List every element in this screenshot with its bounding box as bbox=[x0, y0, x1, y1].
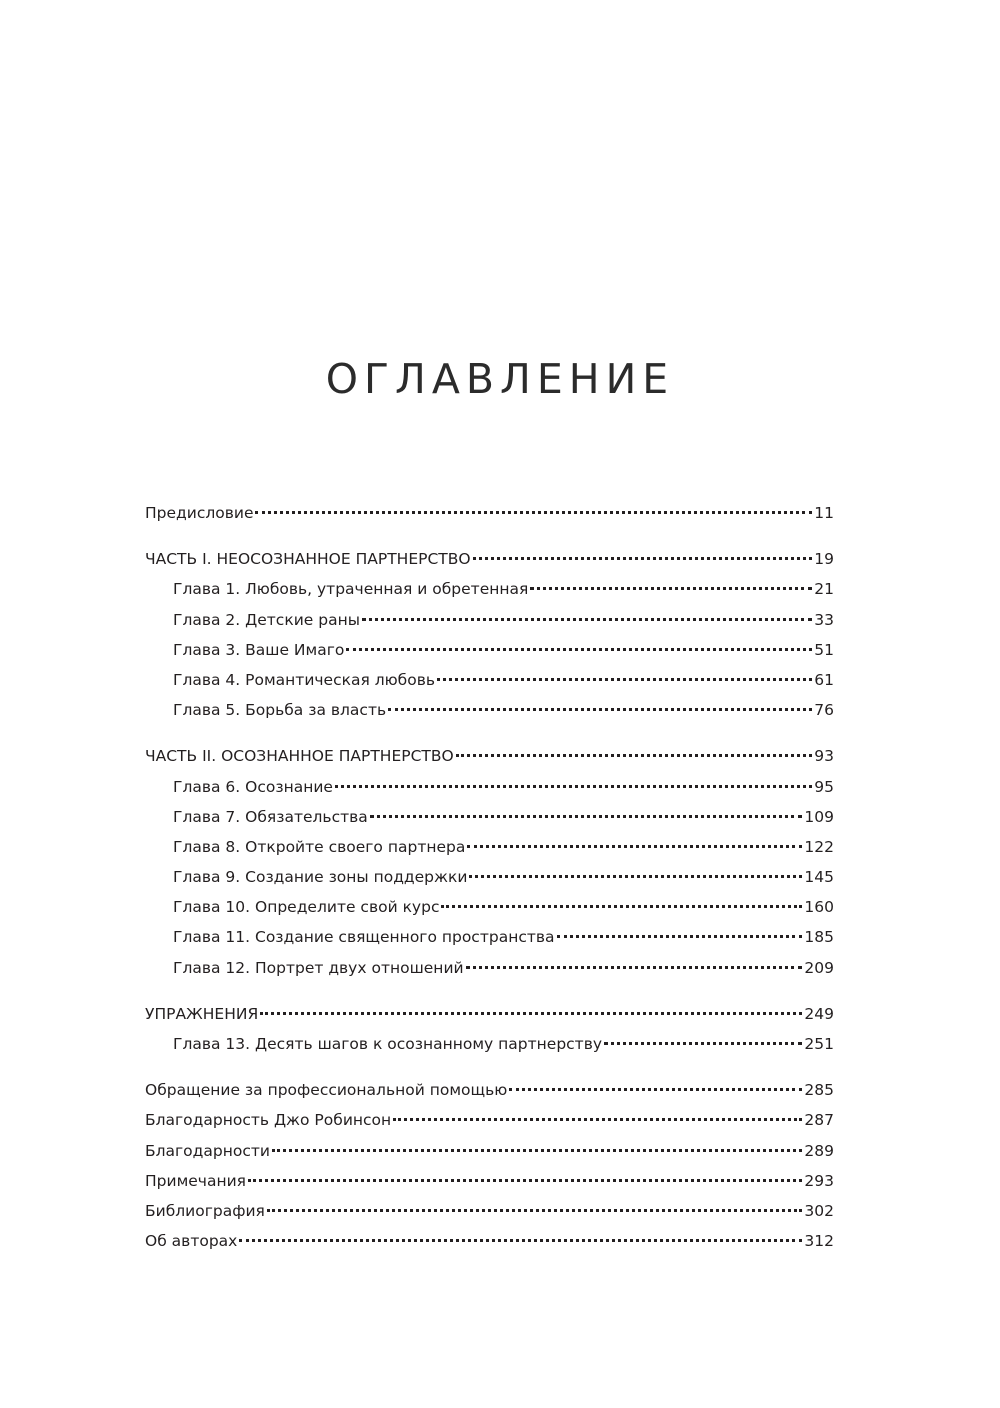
dot-leader bbox=[388, 708, 812, 711]
dot-leader bbox=[248, 1179, 802, 1182]
toc-entry-page-number: 160 bbox=[804, 898, 834, 917]
dot-leader bbox=[509, 1088, 802, 1091]
dot-leader bbox=[557, 935, 803, 938]
toc-group bbox=[145, 1075, 834, 1256]
toc-entry-page-number: 95 bbox=[814, 777, 834, 796]
toc-group bbox=[145, 999, 834, 1059]
dot-leader bbox=[437, 678, 812, 681]
toc-entry-label: ЧАСТЬ I. НЕОСОЗНАННОЕ ПАРТНЕРСТВО bbox=[145, 550, 471, 569]
toc-entry-label: Глава 5. Борьба за власть bbox=[173, 701, 387, 720]
toc-group bbox=[145, 544, 834, 725]
toc-entry-label: Благодарность Джо Робинсон bbox=[145, 1111, 392, 1130]
toc-chapter-entry bbox=[145, 665, 834, 695]
toc-entry-label: Глава 1. Любовь, утраченная и обретенная bbox=[173, 580, 529, 599]
toc-section-entry bbox=[145, 1226, 834, 1256]
toc-chapter-entry bbox=[145, 695, 834, 725]
dot-leader bbox=[466, 966, 803, 969]
dot-leader bbox=[239, 1239, 802, 1242]
page-title: ОГЛАВЛЕНИЕ bbox=[325, 355, 675, 404]
toc-entry-label: Глава 12. Портрет двух отношений bbox=[173, 958, 464, 977]
toc-entry-label: Глава 3. Ваше Имаго bbox=[173, 640, 345, 659]
dot-leader bbox=[467, 845, 802, 848]
toc-entry-label: Глава 4. Романтическая любовь bbox=[173, 670, 435, 689]
toc-chapter-entry bbox=[145, 635, 834, 665]
toc-chapter-entry bbox=[145, 574, 834, 604]
dot-leader bbox=[604, 1042, 802, 1045]
toc-entry-page-number: 61 bbox=[814, 670, 834, 689]
toc-entry-label: Глава 13. Десять шагов к осознанному партнерству bbox=[173, 1035, 603, 1053]
dot-leader bbox=[469, 875, 802, 878]
toc-entry-page-number: 312 bbox=[804, 1232, 834, 1251]
toc-section-entry bbox=[145, 999, 834, 1029]
toc-entry-label: Глава 8. Откройте своего партнера bbox=[173, 837, 466, 856]
toc-entry-page-number: 289 bbox=[804, 1141, 834, 1160]
toc-entry-label: Глава 6. Осознание bbox=[173, 777, 333, 796]
toc-entry-page-number: 293 bbox=[804, 1171, 834, 1190]
toc-entry-page-number: 209 bbox=[804, 958, 834, 977]
dot-leader bbox=[255, 511, 812, 514]
toc-entry-label: Глава 7. Обязательства bbox=[173, 807, 368, 826]
dot-leader bbox=[456, 754, 813, 757]
toc-group bbox=[145, 741, 834, 983]
toc-section-entry bbox=[145, 498, 834, 528]
dot-leader bbox=[335, 785, 812, 788]
table-of-contents bbox=[145, 498, 834, 1272]
toc-chapter-entry bbox=[145, 892, 834, 922]
dot-leader bbox=[267, 1209, 803, 1212]
dot-leader bbox=[362, 618, 812, 621]
toc-entry-page-number: 93 bbox=[814, 747, 834, 766]
toc-chapter-entry bbox=[145, 802, 834, 832]
toc-chapter-entry bbox=[145, 953, 834, 983]
toc-entry-page-number: 287 bbox=[804, 1111, 834, 1130]
toc-entry-page-number: 285 bbox=[804, 1081, 834, 1100]
dot-leader bbox=[441, 905, 802, 908]
toc-entry-page-number: 185 bbox=[804, 928, 834, 947]
toc-section-entry bbox=[145, 1105, 834, 1135]
toc-chapter-entry bbox=[145, 1029, 834, 1059]
toc-entry-page-number: 33 bbox=[814, 610, 834, 629]
dot-leader bbox=[272, 1149, 802, 1152]
toc-entry-page-number: 109 bbox=[804, 807, 834, 826]
toc-section-entry bbox=[145, 1166, 834, 1196]
toc-entry-label: Обращение за профессиональной помощью bbox=[145, 1081, 508, 1100]
toc-entry-page-number: 51 bbox=[814, 640, 834, 659]
toc-section-entry bbox=[145, 741, 834, 771]
toc-entry-page-number: 11 bbox=[814, 504, 834, 522]
toc-entry-label: Глава 2. Детские раны bbox=[173, 610, 360, 629]
toc-entry-page-number: 19 bbox=[814, 550, 834, 569]
dot-leader bbox=[260, 1012, 802, 1015]
toc-section-entry bbox=[145, 1075, 834, 1105]
toc-entry-label: Глава 11. Создание священного пространства bbox=[173, 928, 555, 947]
dot-leader bbox=[530, 587, 812, 590]
dot-leader bbox=[370, 815, 803, 818]
toc-entry-label: Об авторах bbox=[145, 1232, 238, 1251]
toc-entry-label: Глава 9. Создание зоны поддержки bbox=[173, 868, 468, 887]
toc-entry-page-number: 145 bbox=[804, 868, 834, 887]
toc-entry-page-number: 76 bbox=[814, 701, 834, 720]
toc-entry-label: ЧАСТЬ II. ОСОЗНАННОЕ ПАРТНЕРСТВО bbox=[145, 747, 454, 766]
toc-group bbox=[145, 498, 834, 528]
toc-chapter-entry bbox=[145, 922, 834, 952]
dot-leader bbox=[473, 557, 813, 560]
toc-entry-page-number: 251 bbox=[804, 1035, 834, 1053]
toc-entry-label: Примечания bbox=[145, 1171, 246, 1190]
toc-entry-label: Библиография bbox=[145, 1201, 265, 1220]
toc-entry-page-number: 21 bbox=[814, 580, 834, 599]
toc-chapter-entry bbox=[145, 862, 834, 892]
toc-entry-page-number: 302 bbox=[804, 1201, 834, 1220]
toc-chapter-entry bbox=[145, 772, 834, 802]
toc-entry-label: Благодарности bbox=[145, 1141, 270, 1160]
toc-chapter-entry bbox=[145, 832, 834, 862]
dot-leader bbox=[346, 648, 812, 651]
toc-section-entry bbox=[145, 1196, 834, 1226]
toc-entry-page-number: 122 bbox=[804, 837, 834, 856]
dot-leader bbox=[393, 1118, 802, 1121]
toc-entry-label: УПРАЖНЕНИЯ bbox=[145, 1004, 259, 1023]
toc-entry-label: Глава 10. Определите свой курс bbox=[173, 898, 440, 917]
toc-entry-page-number: 249 bbox=[804, 1004, 834, 1023]
toc-chapter-entry bbox=[145, 605, 834, 635]
toc-section-entry bbox=[145, 1136, 834, 1166]
toc-entry-label: Предисловие bbox=[145, 504, 254, 522]
toc-section-entry bbox=[145, 544, 834, 574]
